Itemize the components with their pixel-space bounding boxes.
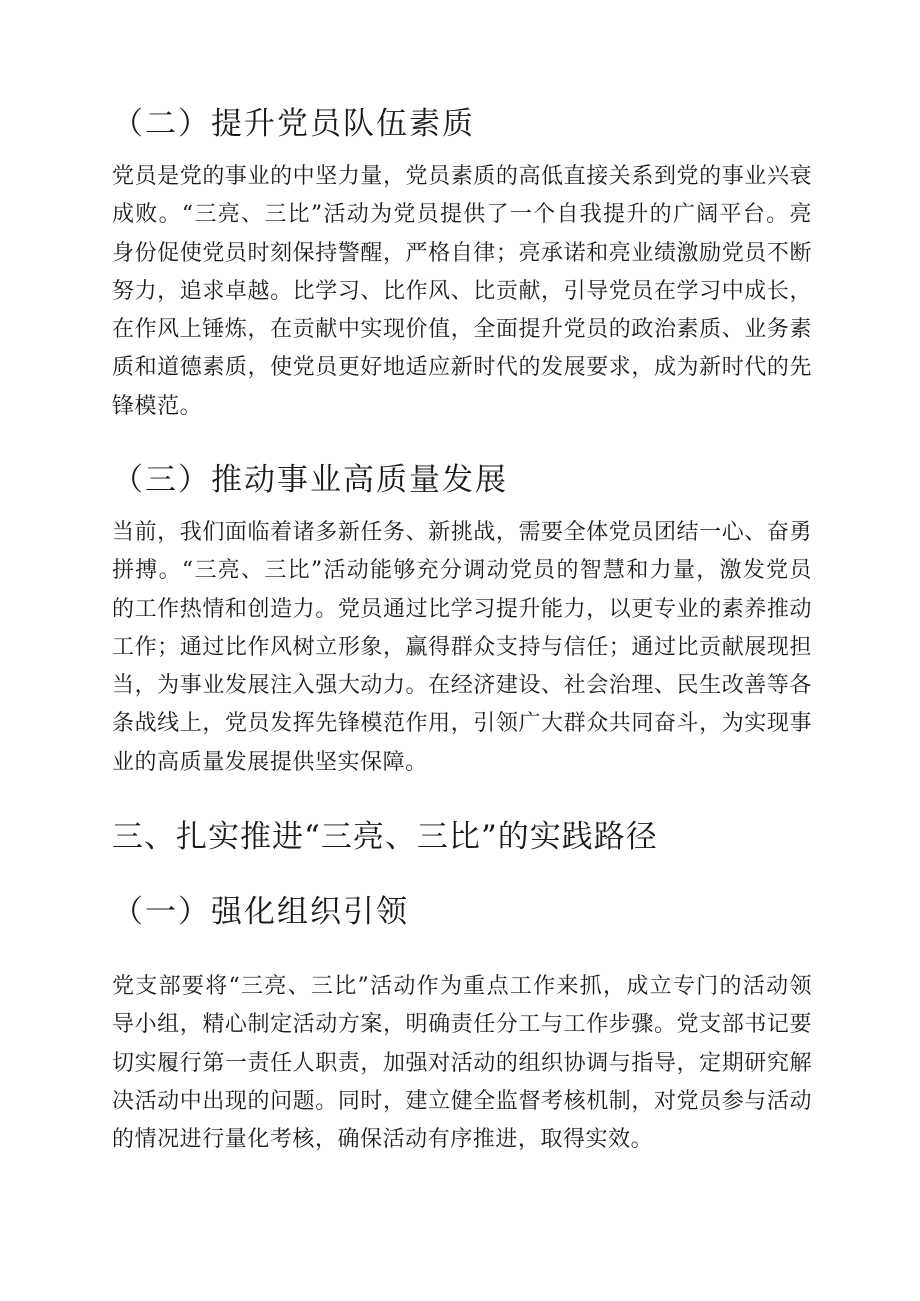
section-body-2: 党员是党的事业的中坚力量，党员素质的高低直接关系到党的事业兴衰成败。“三亮、三比”活动为党员提供了一个自我提升的广阔平台。亮身份促使党员时刻保持警醒，严格自律；亮承诺和亮业绩激励党员不断努力，追求卓越。比学习、比作风、比贡献，引导党员在学习中成长，在作风上锤炼，在贡献中实现价值，全面提升党员的政治素质、业务素质和道德素质，使党员更好地适应新时代的发展要求，成为新时代的先锋模范。 <box>112 164 812 419</box>
subsection-heading-1: （一）强化组织引领 <box>112 894 409 930</box>
section-heading-3: （三）推动事业高质量发展 <box>112 462 508 498</box>
part-heading: 三、扎实推进“三亮、三比”的实践路径 <box>112 819 658 855</box>
section-heading-2: （二）提升党员队伍素质 <box>112 106 475 142</box>
section-body-3: 当前，我们面临着诸多新任务、新挑战，需要全体党员团结一心、奋勇拼搏。“三亮、三比”活动能够充分调动党员的智慧和力量，激发党员的工作热情和创造力。党员通过比学习提升能力，以更专业的素养推动工作；通过比作风树立形象，赢得群众支持与信任；通过比贡献展现担当，为事业发展注入强大动力。在经济建设、社会治理、民生改善等各条战线上，党员发挥先锋模范作用，引领广大群众共同奋斗，为实现事业的高质量发展提供坚实保障。 <box>112 520 812 775</box>
subsection-body-1: 党支部要将“三亮、三比”活动作为重点工作来抓，成立专门的活动领导小组，精心制定活动方案，明确责任分工与工作步骤。党支部书记要切实履行第一责任人职责，加强对活动的组织协调与指导，定期研究解决活动中出现的问题。同时，建立健全监督考核机制，对党员参与活动的情况进行量化考核，确保活动有序推进，取得实效。 <box>112 974 812 1153</box>
